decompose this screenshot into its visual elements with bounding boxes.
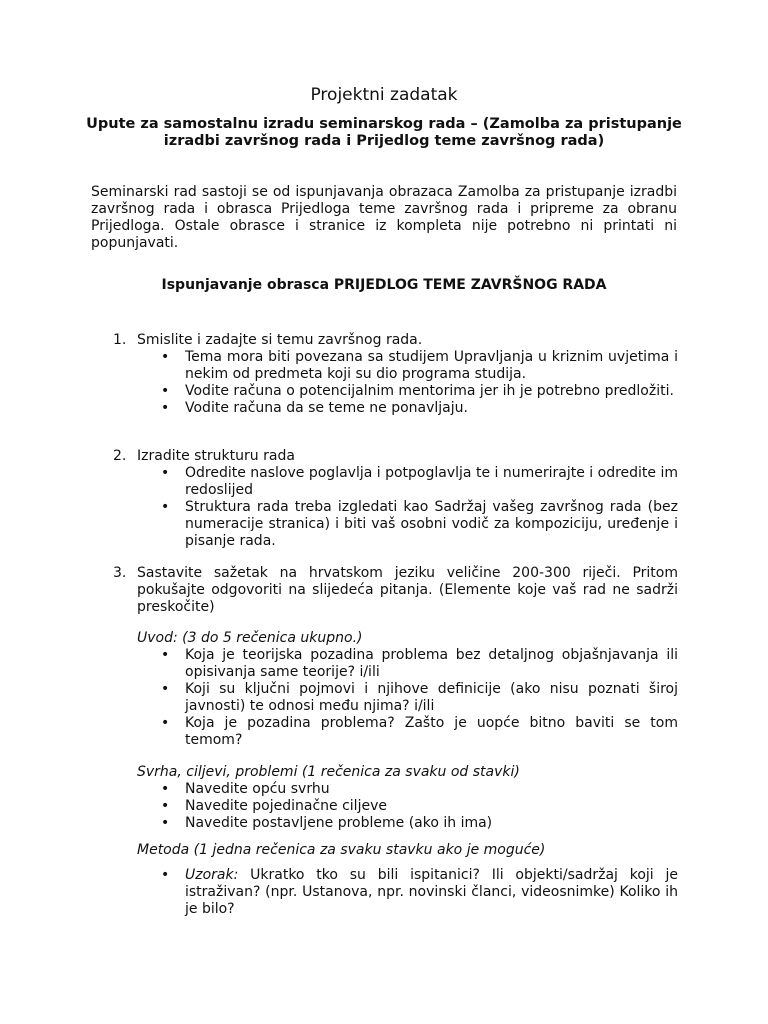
- bullet-list: [161, 465, 678, 550]
- section-heading: Ispunjavanje obrasca PRIJEDLOG TEME ZAVRŠNOG RADA: [161, 277, 607, 293]
- bullet-list: [161, 647, 678, 749]
- list-item: • Odredite naslove poglavlja i potpoglavlja te i numerirajte i odredite im redoslijed: [161, 465, 678, 498]
- bullet-icon: •: [161, 815, 170, 831]
- bullet-icon: •: [161, 400, 170, 416]
- bullet-icon: •: [161, 715, 170, 731]
- bullet-list: [161, 867, 678, 918]
- bullet-icon: •: [161, 383, 170, 399]
- document-title: Projektni zadatak: [310, 85, 458, 105]
- bullet-icon: •: [161, 465, 170, 481]
- bullet-list: [161, 781, 678, 832]
- metoda-label: Metoda (1 jedna rečenica za svaku stavku ako je moguće): [137, 842, 546, 858]
- step-text: Izradite strukturu rada: [137, 448, 295, 464]
- uvod-label: Uvod: (3 do 5 rečenica ukupno.): [137, 630, 363, 646]
- step-number: 2.: [113, 448, 127, 464]
- list-item: • Navedite opću svrhu: [161, 781, 330, 797]
- list-item: • Tema mora biti povezana sa studijem Upravljanja u kriznim uvjetima i nekim od predmeta koji su dio programa studija.: [161, 349, 678, 382]
- list-item: • Navedite pojedinačne ciljeve: [161, 798, 387, 814]
- svrha-block: [137, 764, 678, 832]
- document-subtitle: Upute za samostalnu izradu seminarskog rada – (Zamolba za pristupanje izradbi završnog rada i Prijedlog teme završnog rada): [86, 116, 682, 149]
- step-3: [113, 565, 678, 616]
- list-item: • Navedite postavljene probleme (ako ih ima): [161, 815, 493, 831]
- list-item: • Koja je teorijska pozadina problema bez detaljnog objašnjavanja ili opisivanja same teorije? i/ili: [161, 647, 678, 680]
- intro-paragraph: Seminarski rad sastoji se od ispunjavanja obrazaca Zamolba za pristupanje izradbi završnog rada i obrasca Prijedloga teme završnog rada i pripreme za obranu Prijedloga. Ostale obrasce i stranice iz kompleta nije potrebno ni printati ni popunjavati.: [91, 184, 677, 251]
- list-item: • Koji su ključni pojmovi i njihove definicije (ako nisu poznati široj javnosti) te odnosi među njima? i/ili: [161, 681, 678, 714]
- bullet-icon: •: [161, 681, 170, 697]
- bullet-icon: •: [161, 798, 170, 814]
- uvod-block: [137, 630, 678, 749]
- bullet-icon: •: [161, 867, 170, 883]
- list-item: • Koja je pozadina problema? Zašto je uopće bitno baviti se tom temom?: [161, 715, 678, 748]
- uzorak-item: [161, 867, 678, 918]
- list-item: [161, 867, 678, 918]
- list-item: • Vodite računa o potencijalnim mentorima jer ih je potrebno predložiti.: [161, 383, 674, 399]
- step-2: [113, 448, 678, 550]
- step-1: [113, 332, 678, 417]
- step-text: Sastavite sažetak na hrvatskom jeziku veličine 200-300 riječi. Pritom pokušajte odgovoriti na slijedeća pitanja. (Elemente koje vaš rad ne sadrži preskočite): [137, 565, 678, 615]
- uzorak-label: Uzorak:: [185, 867, 239, 883]
- bullet-icon: •: [161, 499, 170, 515]
- list-item: • Vodite računa da se teme ne ponavljaju.: [161, 400, 468, 416]
- bullet-icon: •: [161, 781, 170, 797]
- bullet-list: [161, 349, 678, 417]
- svrha-label: Svrha, ciljevi, problemi (1 rečenica za svaku od stavki): [137, 764, 520, 780]
- uzorak-text: Ukratko tko su bili ispitanici? Ili objekti/sadržaj koji je istraživan? (npr. Ustanova, npr. novinski članci, videosnimke) Koliko ih je bilo?: [185, 867, 678, 917]
- step-text: Smislite i zadajte si temu završnog rada.: [137, 332, 423, 348]
- step-number: 1.: [113, 332, 127, 348]
- metoda-block: [137, 842, 678, 859]
- step-number: 3.: [113, 565, 127, 581]
- bullet-icon: •: [161, 647, 170, 663]
- list-item: • Struktura rada treba izgledati kao Sadržaj vašeg završnog rada (bez numeracije stranica) i biti vaš osobni vodič za kompoziciju, uređenje i pisanje rada.: [161, 499, 678, 549]
- bullet-icon: •: [161, 349, 170, 365]
